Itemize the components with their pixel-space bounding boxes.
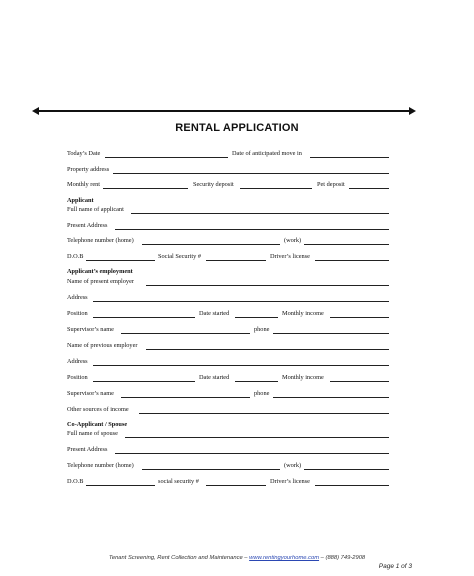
field-line-security-deposit[interactable] xyxy=(240,188,312,189)
field-label-date-started: Date started xyxy=(199,310,230,317)
field-label-present-address: Present Address xyxy=(67,222,108,229)
field-line-work[interactable] xyxy=(304,244,389,245)
field-line-other-sources-of-income[interactable] xyxy=(139,413,389,414)
field-line-full-name-of-applicant[interactable] xyxy=(131,213,389,214)
field-label-telephone-number-home: Telephone number (home) xyxy=(67,237,134,244)
field-label-address: Address xyxy=(67,358,88,365)
field-label-full-name-of-spouse: Full name of spouse xyxy=(67,430,118,437)
field-line-phone[interactable] xyxy=(273,397,389,398)
field-label-name-of-previous-employer: Name of previous employer xyxy=(67,342,138,349)
field-line-address[interactable] xyxy=(93,301,389,302)
field-line-social-security[interactable] xyxy=(206,260,266,261)
field-line-address[interactable] xyxy=(93,365,389,366)
section-heading-co-applicant-spouse: Co-Applicant / Spouse xyxy=(67,421,128,428)
footer xyxy=(0,555,474,561)
field-line-monthly-rent[interactable] xyxy=(103,188,188,189)
field-label-present-address: Present Address xyxy=(67,446,108,453)
field-label-work: (work) xyxy=(284,462,302,469)
footer-website-link[interactable]: www.rentingyourhome.com xyxy=(249,555,320,561)
field-label-work: (work) xyxy=(284,237,302,244)
field-label-d-o-b: D.O.B xyxy=(67,253,84,260)
field-label-monthly-income: Monthly income xyxy=(282,310,324,317)
top-rule xyxy=(38,110,410,112)
field-label-security-deposit: Security deposit xyxy=(193,181,234,188)
section-heading-applicant-s-employment: Applicant’s employment xyxy=(67,268,133,275)
field-label-date-of-anticipated-move-in: Date of anticipated move in xyxy=(232,150,302,157)
field-line-today-s-date[interactable] xyxy=(105,157,228,158)
field-line-monthly-income[interactable] xyxy=(330,317,389,318)
field-label-monthly-income: Monthly income xyxy=(282,374,324,381)
field-line-full-name-of-spouse[interactable] xyxy=(125,437,389,438)
field-label-property-address: Property address xyxy=(67,166,110,173)
field-label-supervisor-s-name: Supervisor’s name xyxy=(67,326,114,333)
field-label-social-security: social security # xyxy=(158,478,199,485)
field-line-driver-s-license[interactable] xyxy=(315,260,389,261)
field-line-work[interactable] xyxy=(304,469,389,470)
field-line-position[interactable] xyxy=(93,317,195,318)
form-title: RENTAL APPLICATION xyxy=(175,122,299,134)
field-label-pet-deposit: Pet deposit xyxy=(317,181,345,188)
footer-text: Tenant Screening, Rent Collection and Maintenance – xyxy=(108,555,250,561)
field-line-position[interactable] xyxy=(93,381,195,382)
field-label-address: Address xyxy=(67,294,88,301)
section-heading-applicant: Applicant xyxy=(67,197,94,204)
field-line-d-o-b[interactable] xyxy=(86,260,155,261)
field-label-name-of-present-employer: Name of present employer xyxy=(67,278,134,285)
field-line-telephone-number-home[interactable] xyxy=(142,469,280,470)
field-line-date-started[interactable] xyxy=(235,381,278,382)
footer-phone: – (888) 749-2908 xyxy=(319,555,366,561)
field-line-driver-s-license[interactable] xyxy=(315,485,389,486)
field-label-driver-s-license: Driver’s license xyxy=(270,253,310,260)
field-label-phone: phone xyxy=(254,326,270,333)
field-label-social-security: Social Security # xyxy=(158,253,202,260)
field-label-supervisor-s-name: Supervisor’s name xyxy=(67,390,114,397)
field-line-date-started[interactable] xyxy=(235,317,278,318)
field-line-monthly-income[interactable] xyxy=(330,381,389,382)
field-label-driver-s-license: Driver’s license xyxy=(270,478,310,485)
field-label-full-name-of-applicant: Full name of applicant xyxy=(67,206,124,213)
field-line-telephone-number-home[interactable] xyxy=(142,244,280,245)
field-label-date-started: Date started xyxy=(199,374,230,381)
field-label-other-sources-of-income: Other sources of income xyxy=(67,406,129,413)
field-label-d-o-b: D.O.B xyxy=(67,478,84,485)
field-line-social-security[interactable] xyxy=(206,485,266,486)
top-rule-right-arrow xyxy=(409,107,416,115)
field-label-telephone-number-home: Telephone number (home) xyxy=(67,462,134,469)
field-line-pet-deposit[interactable] xyxy=(349,188,389,189)
field-label-monthly-rent: Monthly rent xyxy=(67,181,101,188)
field-line-present-address[interactable] xyxy=(115,453,389,454)
field-label-position: Position xyxy=(67,310,88,317)
field-line-supervisor-s-name[interactable] xyxy=(121,333,250,334)
field-line-name-of-present-employer[interactable] xyxy=(146,285,389,286)
field-label-phone: phone xyxy=(254,390,270,397)
field-line-name-of-previous-employer[interactable] xyxy=(146,349,389,350)
page-number: Page 1 of 3 xyxy=(378,563,412,570)
field-line-date-of-anticipated-move-in[interactable] xyxy=(310,157,389,158)
field-label-today-s-date: Today’s Date xyxy=(67,150,101,157)
field-line-supervisor-s-name[interactable] xyxy=(121,397,250,398)
field-label-position: Position xyxy=(67,374,88,381)
field-line-d-o-b[interactable] xyxy=(86,485,155,486)
field-line-phone[interactable] xyxy=(273,333,389,334)
field-line-present-address[interactable] xyxy=(115,229,389,230)
field-line-property-address[interactable] xyxy=(113,173,389,174)
